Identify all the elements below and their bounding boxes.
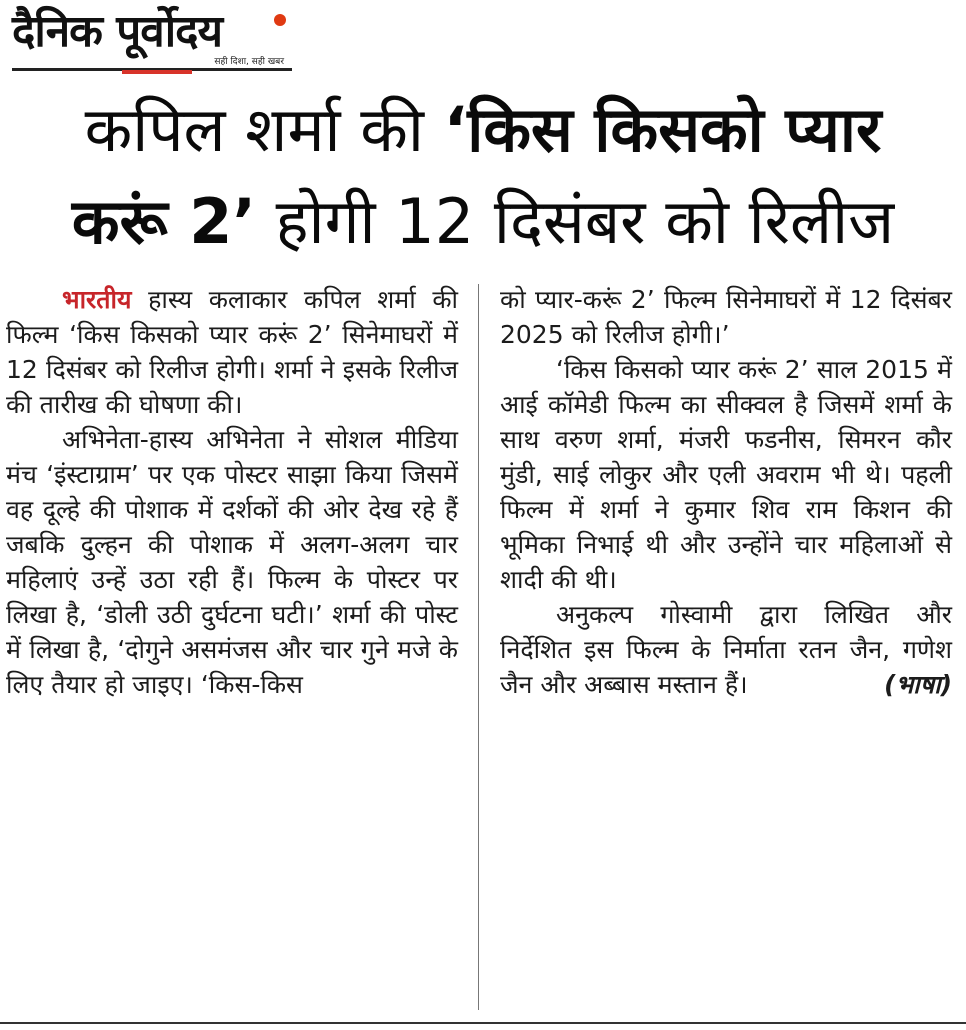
masthead-accent-rule — [122, 70, 192, 74]
article-paragraph — [500, 597, 952, 702]
lead-text: हास्य कलाकार कपिल शर्मा की फिल्म ‘किस किसको प्यार करूं 2’ सिनेमाघरों में 12 दिसंबर को रिलीज होगी। शर्मा ने इसके रिलीज की तारीख की घोषणा की। — [6, 285, 458, 419]
headline-line-1 — [20, 84, 946, 176]
article-paragraph-continued: को प्यार-करूं 2’ फिल्म सिनेमाघरों में 12 दिसंबर 2025 को रिलीज होगी।’ — [500, 285, 952, 349]
article-column-right — [500, 282, 952, 702]
column-divider — [478, 284, 479, 1010]
article-column-left — [6, 282, 458, 702]
article-paragraph: ‘किस किसको प्यार करूं 2’ साल 2015 में आई कॉमेडी फिल्म का सीक्वल है जिसमें शर्मा के साथ वरुण शर्मा, मंजरी फडनीस, सिमरन कौर मुंडी, साई लोकुर और एली अवराम भी थे। पहली फिल्म में शर्मा ने कुमार शिव राम किशन की भूमिका निभाई थी और उन्होंने चार महिलाओं से शादी की थी। — [500, 355, 952, 594]
headline-film-title: ‘किस किसको प्यार — [443, 93, 882, 166]
closing-text: अनुकल्प गोस्वामी द्वारा लिखित और निर्देशित इस फिल्म के निर्माता रतन जैन, गणेश जैन और अब्बास मस्तान हैं। — [500, 600, 952, 699]
newspaper-logo: दैनिक पूर्वोदय — [12, 6, 223, 57]
article-paragraph: अभिनेता-हास्य अभिनेता ने सोशल मीडिया मंच ‘इंस्टाग्राम’ पर एक पोस्टर साझा किया जिसमें वह दूल्हे की पोशाक में दर्शकों की ओर देख रहे हैं जबकि दुल्हन की पोशाक में अलग-अलग चार महिलाएं उन्हें उठा रही हैं। फिल्म के पोस्टर पर लिखा है, ‘डोली उठी दुर्घटना घटी।’ शर्मा की पोस्ट में लिखा है, ‘दोगुने असमंजस और चार गुने मजे के लिए तैयार हो जाइए। ‘किस-किस — [6, 425, 458, 699]
bottom-rule — [0, 1022, 966, 1024]
dateline: भारतीय — [62, 285, 132, 314]
headline-line-2 — [20, 176, 946, 268]
headline-text-end: होगी 12 दिसंबर को रिलीज — [255, 185, 895, 258]
news-agency-credit: (भाषा) — [884, 670, 952, 699]
headline-film-title-end: करूं 2’ — [71, 185, 256, 258]
masthead — [12, 4, 292, 72]
newspaper-tagline: सही दिशा, सही खबर — [214, 57, 284, 67]
headline — [20, 84, 946, 268]
article-paragraph — [6, 282, 458, 422]
logo-dot-icon — [274, 14, 286, 26]
headline-text: कपिल शर्मा की — [84, 93, 444, 166]
